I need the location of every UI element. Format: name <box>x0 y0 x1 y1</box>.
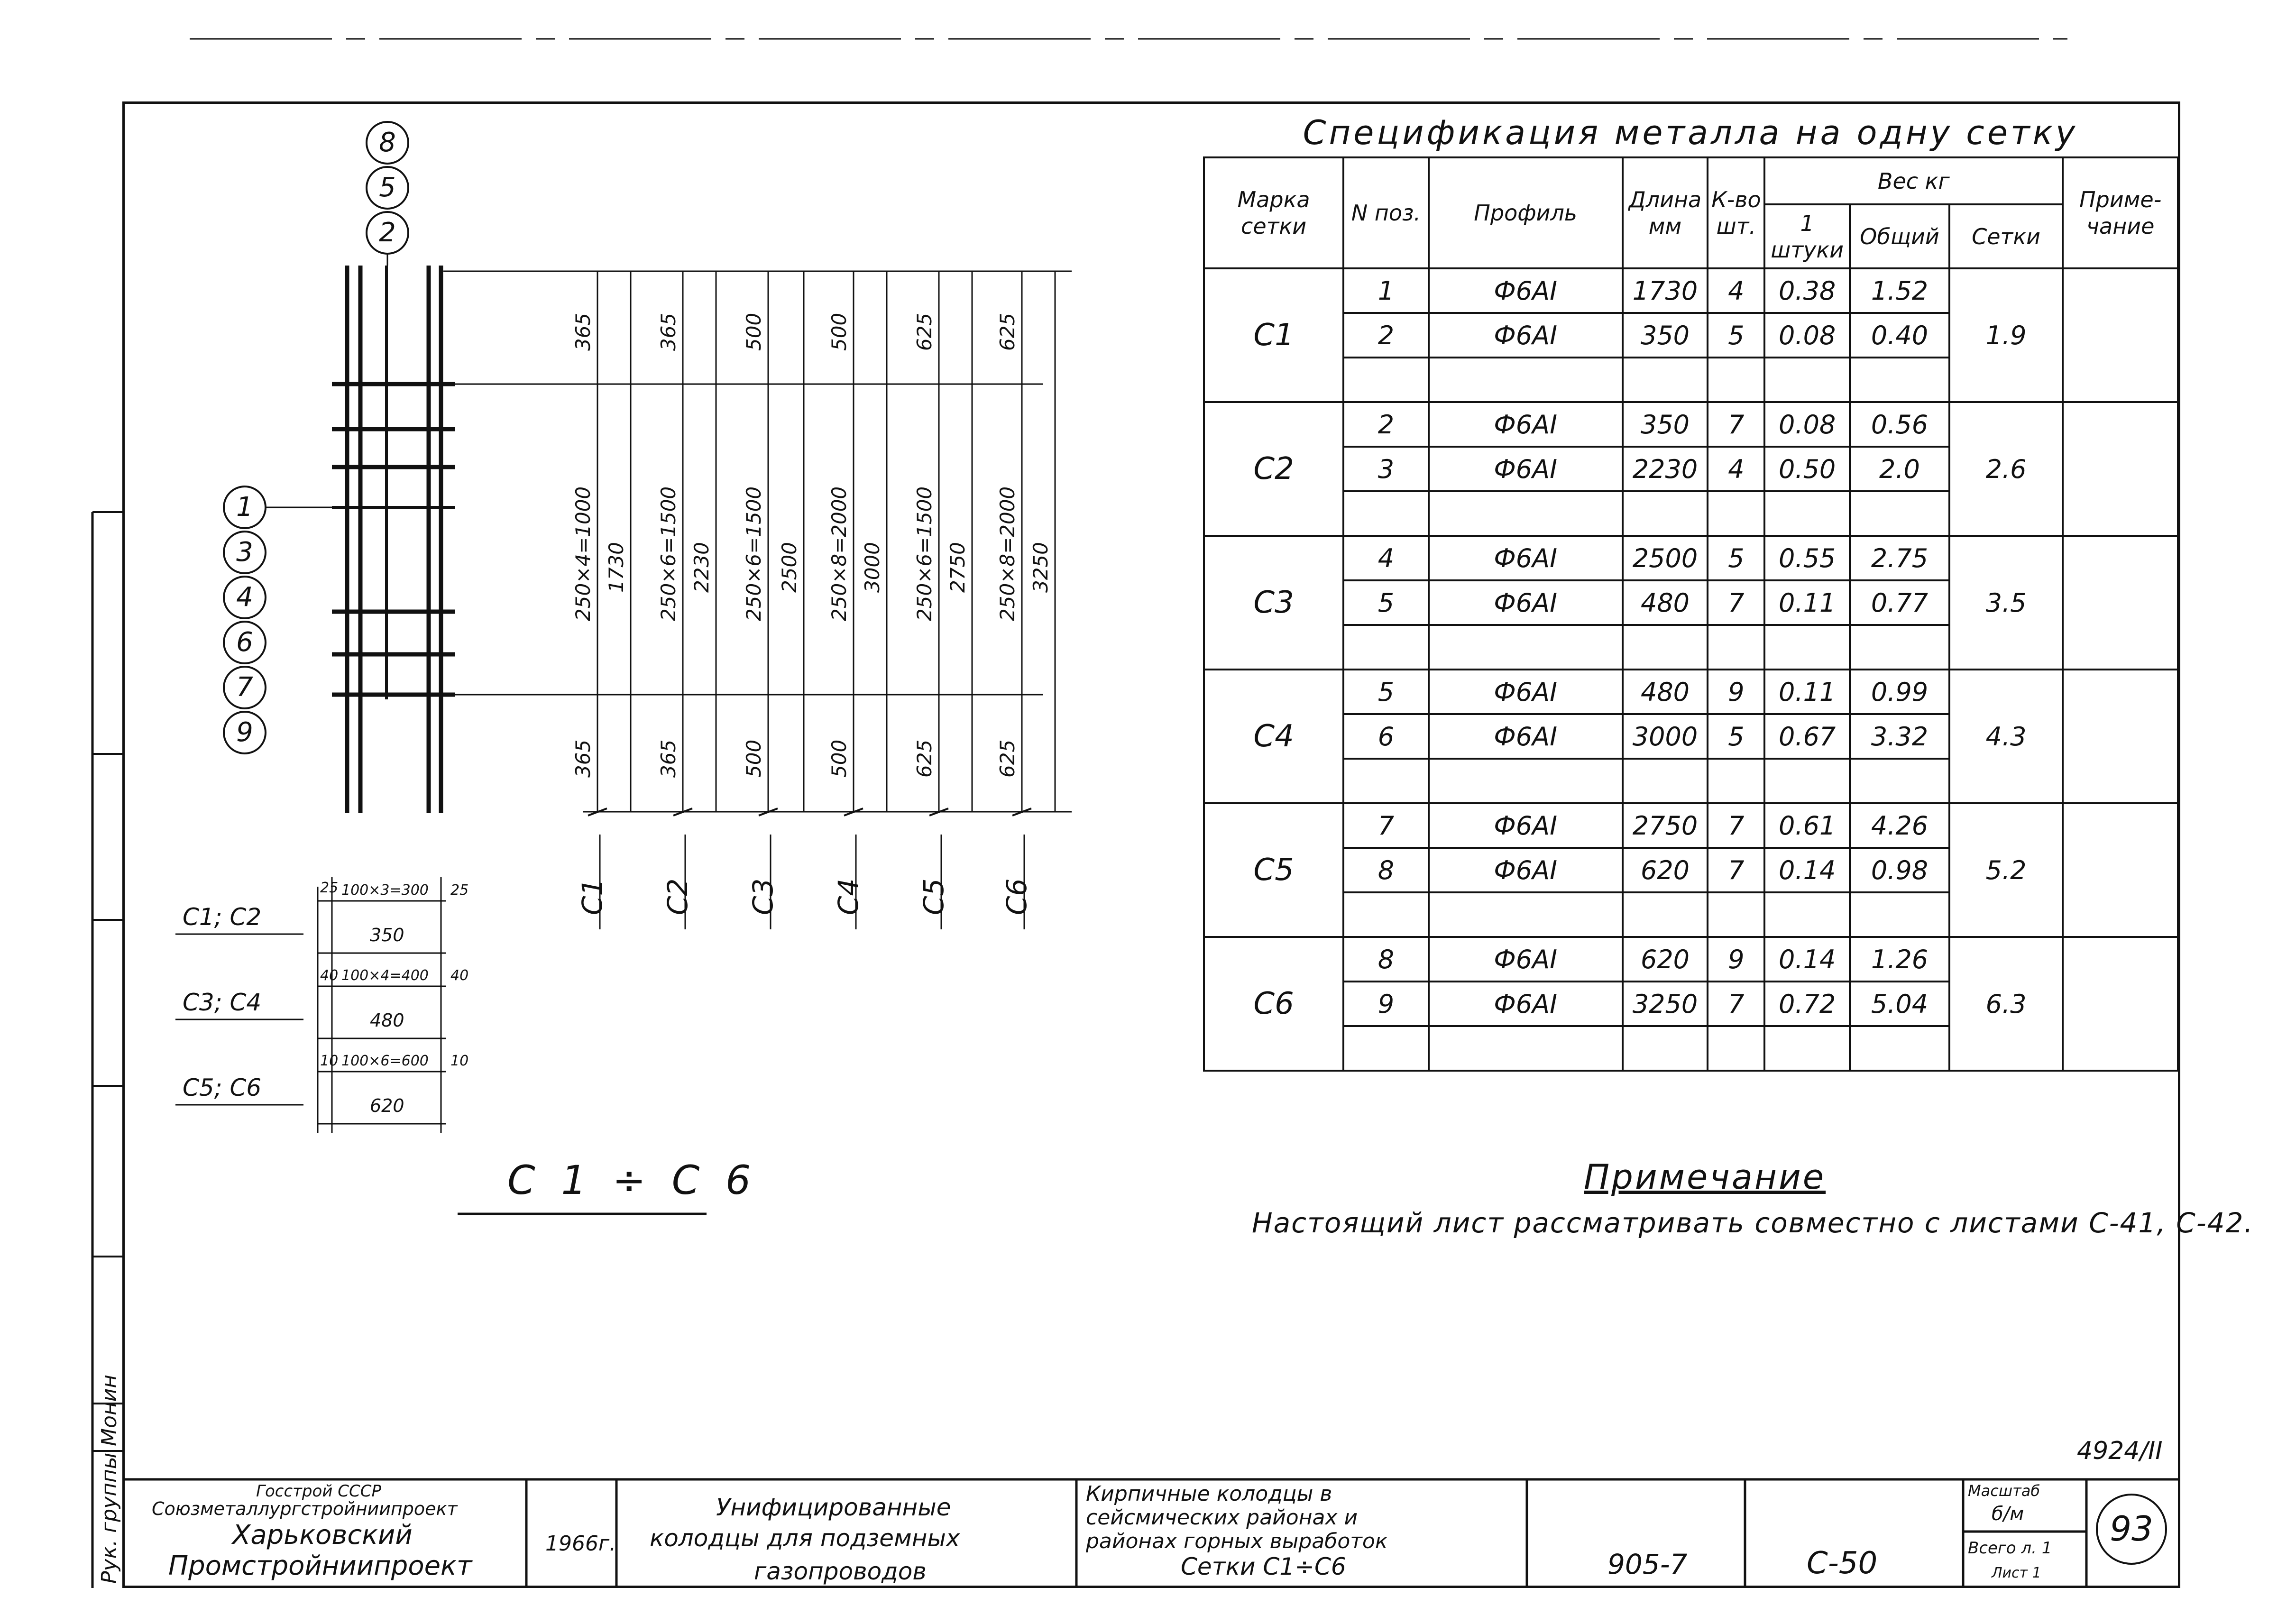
tb-sheet-2: сейсмических районах и <box>1086 1505 1358 1530</box>
cell-pos: 8 <box>1343 848 1429 892</box>
cell-total: 1.26 <box>1850 937 1949 982</box>
table-row <box>1204 670 2178 714</box>
cell-piece <box>1764 358 1850 402</box>
cell-total: 0.99 <box>1850 670 1949 714</box>
dim-label: 625 <box>996 312 1019 351</box>
mesh-label: C3 <box>747 878 779 915</box>
cell-qty: 4 <box>1708 268 1764 313</box>
dim-label: 2230 <box>690 542 713 593</box>
width-spacing: 100×3=300 <box>341 882 429 899</box>
cell-length: 620 <box>1623 848 1708 892</box>
table-row <box>1204 536 2178 580</box>
cell-length: 3000 <box>1623 714 1708 759</box>
dim-label: 1730 <box>605 542 628 593</box>
position-marker: 3 <box>223 531 266 574</box>
cell-total: 2.75 <box>1850 536 1949 580</box>
header-pos: N поз. <box>1343 157 1429 268</box>
note-cell <box>2063 670 2178 803</box>
mesh-mark-cell: C6 <box>1204 937 1343 1071</box>
cell-profile <box>1429 1026 1623 1071</box>
mesh-label: C1 <box>576 878 608 915</box>
table-row <box>1204 402 2178 447</box>
cell-pos: 3 <box>1343 447 1429 491</box>
cell-length: 2750 <box>1623 803 1708 848</box>
header-length: Длина мм <box>1623 157 1708 268</box>
cell-qty <box>1708 358 1764 402</box>
cell-piece <box>1764 892 1850 937</box>
cell-qty: 9 <box>1708 670 1764 714</box>
cell-length: 1730 <box>1623 268 1708 313</box>
cell-qty: 7 <box>1708 982 1764 1026</box>
stamp-name: Монин <box>97 1374 121 1446</box>
tb-scale-value: б/м <box>1992 1503 2024 1525</box>
dim-label: 625 <box>913 312 936 351</box>
cell-total: 4.26 <box>1850 803 1949 848</box>
cell-piece <box>1764 1026 1850 1071</box>
cell-total <box>1850 892 1949 937</box>
cell-qty: 5 <box>1708 536 1764 580</box>
mesh-mark-cell: C5 <box>1204 803 1343 937</box>
cell-total: 0.98 <box>1850 848 1949 892</box>
cell-piece: 0.14 <box>1764 937 1850 982</box>
cell-piece: 0.11 <box>1764 670 1850 714</box>
cell-length: 480 <box>1623 580 1708 625</box>
tb-project-1: Унифицированные <box>716 1494 951 1521</box>
table-row <box>1204 803 2178 848</box>
cell-pos: 5 <box>1343 580 1429 625</box>
position-marker: 1 <box>223 486 266 529</box>
mesh-label: C6 <box>1001 878 1033 915</box>
mesh-weight-cell: 3.5 <box>1949 536 2063 670</box>
cell-length: 2500 <box>1623 536 1708 580</box>
width-group-label: C5; C6 <box>183 1074 262 1101</box>
position-marker: 2 <box>366 211 409 255</box>
cell-profile: Ф6АI <box>1429 848 1623 892</box>
cell-pos <box>1343 892 1429 937</box>
cell-total: 5.04 <box>1850 982 1949 1026</box>
cell-pos: 9 <box>1343 982 1429 1026</box>
cell-pos: 6 <box>1343 714 1429 759</box>
stamp-group: Рук. группы <box>97 1452 121 1584</box>
dim-label: 250×8=2000 <box>827 486 851 621</box>
cell-length <box>1623 491 1708 536</box>
mesh-mark-cell: C3 <box>1204 536 1343 670</box>
width-edge: 40 <box>320 967 339 984</box>
width-total: 350 <box>370 925 404 945</box>
cell-piece: 0.11 <box>1764 580 1850 625</box>
tb-sheet-1: Кирпичные колодцы в <box>1086 1482 1332 1506</box>
width-edge: 25 <box>450 882 469 899</box>
cell-piece: 0.61 <box>1764 803 1850 848</box>
cell-total <box>1850 1026 1949 1071</box>
tb-series: 905-7 <box>1607 1548 1688 1580</box>
position-marker: 8 <box>366 121 409 165</box>
position-marker: 4 <box>223 576 266 619</box>
cell-profile: Ф6АI <box>1429 803 1623 848</box>
cell-profile: Ф6АI <box>1429 714 1623 759</box>
width-edge: 10 <box>450 1053 469 1069</box>
mesh-mark-cell: C4 <box>1204 670 1343 803</box>
cell-pos <box>1343 1026 1429 1071</box>
cell-pos: 7 <box>1343 803 1429 848</box>
cell-qty <box>1708 1026 1764 1071</box>
cell-total <box>1850 759 1949 803</box>
cell-length <box>1623 1026 1708 1071</box>
cell-profile: Ф6АI <box>1429 447 1623 491</box>
tb-org2: Союзметаллургстройниипроект <box>152 1498 458 1519</box>
note-text: Настоящий лист рассматривать совместно с листами С-41, С-42. <box>1252 1207 2254 1239</box>
tb-org3: Харьковский <box>232 1520 413 1551</box>
cell-total <box>1850 625 1949 670</box>
cell-pos <box>1343 358 1429 402</box>
position-marker: 5 <box>366 166 409 210</box>
cell-piece: 0.55 <box>1764 536 1850 580</box>
cell-pos <box>1343 491 1429 536</box>
cell-piece: 0.08 <box>1764 313 1850 358</box>
dim-label: 365 <box>657 312 680 351</box>
cell-length <box>1623 625 1708 670</box>
width-total: 620 <box>370 1095 404 1116</box>
width-group-label: C1; C2 <box>183 903 262 931</box>
width-edge: 25 <box>320 880 339 896</box>
cell-piece: 0.14 <box>1764 848 1850 892</box>
position-marker: 6 <box>223 621 266 664</box>
cell-pos: 2 <box>1343 402 1429 447</box>
header-weight-total: Общий <box>1850 204 1949 268</box>
spec-title: Спецификация металла на одну сетку <box>1303 113 2078 152</box>
cell-profile: Ф6АI <box>1429 536 1623 580</box>
header-profile: Профиль <box>1429 157 1623 268</box>
cell-length: 620 <box>1623 937 1708 982</box>
cell-piece <box>1764 759 1850 803</box>
cell-profile: Ф6АI <box>1429 937 1623 982</box>
cell-piece: 0.08 <box>1764 402 1850 447</box>
cell-pos <box>1343 759 1429 803</box>
drawing-caption: C 1 ÷ C 6 <box>507 1157 758 1203</box>
note-heading: Примечание <box>1584 1157 1826 1197</box>
cell-profile: Ф6АI <box>1429 670 1623 714</box>
header-note: Приме-чание <box>2063 157 2178 268</box>
cell-pos: 1 <box>1343 268 1429 313</box>
note-cell <box>2063 268 2178 402</box>
tb-year: 1966г. <box>545 1532 616 1556</box>
dim-label: 2500 <box>778 542 801 593</box>
tb-project-2: колодцы для подземных <box>650 1524 960 1552</box>
cell-profile: Ф6АI <box>1429 268 1623 313</box>
tb-org4: Промстройниипроект <box>168 1551 472 1581</box>
tb-sheets-total: Всего л. 1 <box>1968 1539 2052 1558</box>
mesh-weight-cell: 6.3 <box>1949 937 2063 1071</box>
cell-qty <box>1708 759 1764 803</box>
dim-label: 250×6=1500 <box>742 486 765 621</box>
dim-label: 625 <box>913 739 936 778</box>
cell-piece <box>1764 625 1850 670</box>
cell-total: 0.56 <box>1850 402 1949 447</box>
mesh-mark-cell: C2 <box>1204 402 1343 536</box>
note-cell <box>2063 937 2178 1071</box>
dim-label: 250×6=1500 <box>913 486 936 621</box>
note-cell <box>2063 536 2178 670</box>
cell-length: 350 <box>1623 402 1708 447</box>
tb-doc-no: 4924/II <box>2077 1437 2163 1465</box>
cell-length <box>1623 892 1708 937</box>
cell-piece: 0.72 <box>1764 982 1850 1026</box>
cell-profile <box>1429 625 1623 670</box>
tb-sheet-no: Лист 1 <box>1992 1565 2041 1581</box>
cell-qty: 7 <box>1708 580 1764 625</box>
cell-pos: 4 <box>1343 536 1429 580</box>
cell-piece: 0.50 <box>1764 447 1850 491</box>
mesh-label: C4 <box>832 878 864 915</box>
dim-label: 500 <box>742 312 765 351</box>
mesh-weight-cell: 2.6 <box>1949 402 2063 536</box>
width-spacing: 100×6=600 <box>341 1053 429 1069</box>
dim-label: 3000 <box>861 542 884 593</box>
position-marker: 7 <box>223 666 266 709</box>
cell-pos: 2 <box>1343 313 1429 358</box>
cell-qty: 4 <box>1708 447 1764 491</box>
header-mark: Марка сетки <box>1204 157 1343 268</box>
cell-total: 1.52 <box>1850 268 1949 313</box>
cell-profile: Ф6АI <box>1429 313 1623 358</box>
page-number: 93 <box>2096 1494 2167 1565</box>
mesh-weight-cell: 1.9 <box>1949 268 2063 402</box>
cell-profile <box>1429 892 1623 937</box>
mesh-label: C2 <box>661 878 694 915</box>
dim-label: 250×6=1500 <box>657 486 680 621</box>
cell-piece <box>1764 491 1850 536</box>
header-weight-piece: 1 штуки <box>1764 204 1850 268</box>
dim-label: 250×4=1000 <box>571 486 595 621</box>
cell-total: 2.0 <box>1850 447 1949 491</box>
note-cell <box>2063 803 2178 937</box>
tb-sheet-code: С-50 <box>1807 1546 1878 1581</box>
cell-pos: 5 <box>1343 670 1429 714</box>
mesh-weight-cell: 4.3 <box>1949 670 2063 803</box>
header-qty: К-во шт. <box>1708 157 1764 268</box>
cell-qty: 7 <box>1708 402 1764 447</box>
dim-label: 250×8=2000 <box>996 486 1019 621</box>
cell-length: 480 <box>1623 670 1708 714</box>
cell-qty: 5 <box>1708 313 1764 358</box>
cell-qty: 7 <box>1708 803 1764 848</box>
table-row <box>1204 937 2178 982</box>
cell-length: 2230 <box>1623 447 1708 491</box>
dim-label: 625 <box>996 739 1019 778</box>
dim-label: 500 <box>827 312 851 351</box>
cell-profile <box>1429 491 1623 536</box>
cell-piece: 0.38 <box>1764 268 1850 313</box>
cell-total <box>1850 491 1949 536</box>
cell-qty <box>1708 491 1764 536</box>
tb-scale-label: Масштаб <box>1968 1482 2040 1500</box>
width-edge: 40 <box>450 967 469 984</box>
width-spacing: 100×4=400 <box>341 967 429 984</box>
dim-label: 2750 <box>946 542 969 593</box>
cell-qty: 5 <box>1708 714 1764 759</box>
width-total: 480 <box>370 1010 404 1031</box>
cell-length <box>1623 358 1708 402</box>
position-marker: 9 <box>223 711 266 754</box>
cell-total: 0.77 <box>1850 580 1949 625</box>
dim-label: 365 <box>657 739 680 778</box>
cell-length <box>1623 759 1708 803</box>
cell-piece: 0.67 <box>1764 714 1850 759</box>
spec-table <box>1203 156 2179 1072</box>
cell-qty <box>1708 625 1764 670</box>
tb-org1: Госстрой СССР <box>256 1482 381 1501</box>
cell-pos <box>1343 625 1429 670</box>
cell-qty: 7 <box>1708 848 1764 892</box>
width-edge: 10 <box>320 1053 339 1069</box>
mesh-weight-cell: 5.2 <box>1949 803 2063 937</box>
dim-label: 365 <box>571 312 595 351</box>
cell-length: 3250 <box>1623 982 1708 1026</box>
cell-pos: 8 <box>1343 937 1429 982</box>
cell-profile: Ф6АI <box>1429 982 1623 1026</box>
cell-profile: Ф6АI <box>1429 580 1623 625</box>
dim-label: 3250 <box>1029 542 1052 593</box>
cell-length: 350 <box>1623 313 1708 358</box>
tb-sheet-4: Сетки С1÷С6 <box>1181 1553 1346 1580</box>
note-cell <box>2063 402 2178 536</box>
header-weight: Вес кг <box>1764 157 2063 204</box>
cell-total: 0.40 <box>1850 313 1949 358</box>
dim-label: 500 <box>742 739 765 778</box>
width-group-label: C3; C4 <box>183 989 262 1016</box>
tb-sheet-3: районах горных выработок <box>1086 1529 1388 1553</box>
header-weight-mesh: Сетки <box>1949 204 2063 268</box>
tb-project-3: газопроводов <box>754 1558 927 1585</box>
dim-label: 500 <box>827 739 851 778</box>
dim-label: 365 <box>571 739 595 778</box>
cell-total <box>1850 358 1949 402</box>
mesh-label: C5 <box>918 878 950 915</box>
mesh-mark-cell: C1 <box>1204 268 1343 402</box>
cell-qty: 9 <box>1708 937 1764 982</box>
cell-profile: Ф6АI <box>1429 402 1623 447</box>
cell-qty <box>1708 892 1764 937</box>
cell-profile <box>1429 358 1623 402</box>
cell-total: 3.32 <box>1850 714 1949 759</box>
table-row <box>1204 268 2178 313</box>
cell-profile <box>1429 759 1623 803</box>
